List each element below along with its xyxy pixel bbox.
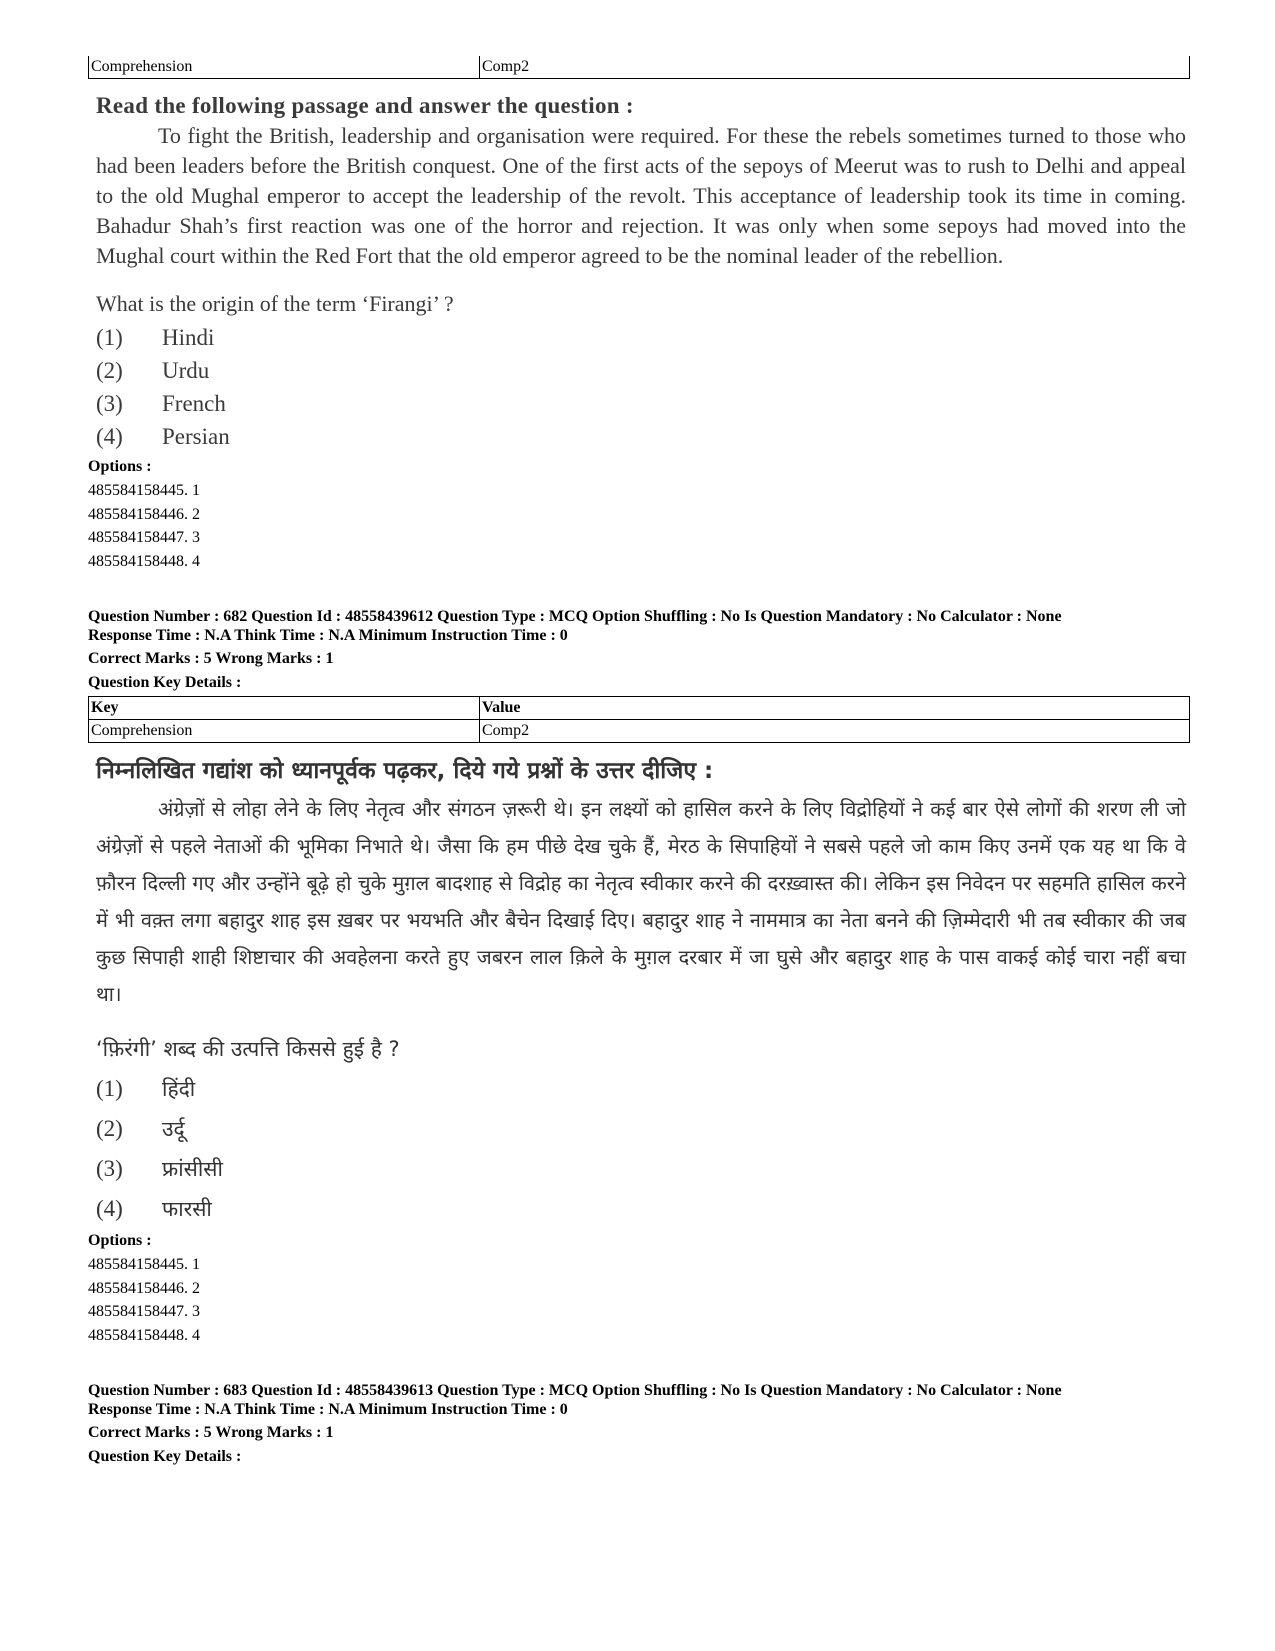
option-id-list [88, 479, 1190, 573]
value-cell: Comp2 [480, 720, 1190, 743]
question-683-meta [88, 1381, 1190, 1467]
key-details-label: Question Key Details : [88, 1448, 242, 1465]
option-number: (3) [96, 391, 123, 416]
option-id-list [88, 1253, 1190, 1347]
option-id-item: 485584158446. 2 [88, 1279, 200, 1297]
table-header-row [89, 697, 1190, 720]
option-text: Persian [162, 424, 230, 449]
hindi-passage-image [88, 753, 1190, 1229]
option-id-item: 485584158447. 3 [88, 1303, 200, 1320]
key-details-label: Question Key Details : [88, 674, 242, 691]
question-timing-line: Response Time : N.A Think Time : N.A Minimum Instruction Time : 0 [88, 1401, 568, 1418]
passage-heading: Read the following passage and answer the question : [96, 93, 634, 118]
options-block-1 [88, 455, 1190, 573]
option-number: (1) [96, 1076, 123, 1101]
question-text: ‘फ़िरंगी’ शब्द की उत्पत्ति किससे हुई है ? [96, 1037, 400, 1061]
question-header-line: Question Number : 682 Question Id : 48558439612 Question Type : MCQ Option Shuffling : No Is Question Mandatory : No Calculator : None [88, 608, 1062, 625]
key-cell: Comprehension [89, 720, 480, 743]
option-number: (3) [96, 1156, 123, 1181]
answer-option [96, 321, 1190, 354]
option-text: उर्दू [162, 1117, 185, 1141]
options-label: Options : [88, 1232, 152, 1249]
option-id-item: 485584158448. 4 [88, 1326, 200, 1344]
options-label: Options : [88, 458, 152, 475]
question-header-line: Question Number : 683 Question Id : 48558439613 Question Type : MCQ Option Shuffling : No Is Question Mandatory : No Calculator : None [88, 1382, 1062, 1399]
option-id-item: 485584158445. 1 [88, 1256, 200, 1273]
option-text: फ्रांसीसी [162, 1157, 223, 1181]
question-682-meta [88, 607, 1190, 693]
answer-option [96, 354, 1190, 387]
answer-option [96, 387, 1190, 420]
table-row [89, 56, 1190, 79]
option-number: (4) [96, 1196, 123, 1221]
option-number: (2) [96, 358, 123, 383]
option-id-item: 485584158447. 3 [88, 529, 200, 546]
comprehension-key-table [88, 696, 1190, 743]
answer-option [96, 1149, 1190, 1189]
marks-line: Correct Marks : 5 Wrong Marks : 1 [88, 1424, 334, 1441]
option-id-item: 485584158446. 2 [88, 505, 200, 523]
answer-options-list [96, 321, 1190, 453]
option-number: (4) [96, 424, 123, 449]
value-header: Value [480, 697, 1190, 720]
option-id-item: 485584158445. 1 [88, 482, 200, 499]
comprehension-key-table-top [88, 56, 1190, 79]
option-number: (2) [96, 1116, 123, 1141]
answer-option [96, 420, 1190, 453]
answer-option [96, 1189, 1190, 1229]
option-text: French [162, 391, 226, 416]
english-passage-image [88, 93, 1190, 453]
answer-options-list [96, 1069, 1190, 1229]
key-header: Key [89, 697, 480, 720]
question-text: What is the origin of the term ‘Firangi’ ? [96, 291, 454, 316]
answer-option [96, 1109, 1190, 1149]
option-text: Urdu [162, 358, 210, 383]
table-row [89, 720, 1190, 743]
marks-line: Correct Marks : 5 Wrong Marks : 1 [88, 650, 334, 667]
passage-body: अंग्रेज़ों से लोहा लेने के लिए नेतृत्व और संगठन ज़रूरी थे। इन लक्ष्यों को हासिल करने के लिए विद्रोहियों ने कई बार ऐसे लोगों की शरण ली जो अंग्रेज़ों से पहले नेताओं की भूमिका निभाते थे। जैसा कि हम पीछे देख चुके हैं, मेरठ के सिपाहियों ने सबसे पहले जो काम किए उनमें एक यह था कि वे फ़ौरन दिल्ली गए और उन्होंने बूढ़े हो चुके मुग़ल बादशाह से विद्रोह का नेतृत्व स्वीकार करने की दरख़्वास्त की। लेकिन इस निवेदन पर सहमति हासिल करने में भी वक़्त लगा बहादुर शाह इस ख़बर पर भयभति और बैचेन दिखाई दिए। बहादुर शाह ने नाममात्र का नेता बनने की ज़िम्मेदारी भी तब स्वीकार की जब कुछ सिपाही शाही शिष्टाचार की अवहेलना करते हुए जबरन लाल क़िले के मुग़ल दरबार में जा घुसे और बहादुर शाह के पास वाकई कोई चारा नहीं बचा था। [96, 797, 1186, 1006]
options-block-2 [88, 1229, 1190, 1347]
option-text: फारसी [162, 1197, 212, 1221]
passage-heading: निम्नलिखित गद्यांश को ध्यानपूर्वक पढ़कर, दिये गये प्रश्नों के उत्तर दीजिए : [96, 758, 714, 784]
question-timing-line: Response Time : N.A Think Time : N.A Minimum Instruction Time : 0 [88, 627, 568, 644]
option-text: हिंदी [162, 1077, 196, 1101]
document-page [88, 56, 1190, 1467]
key-cell: Comprehension [89, 56, 480, 79]
value-cell: Comp2 [480, 56, 1190, 79]
option-number: (1) [96, 325, 123, 350]
option-text: Hindi [162, 325, 215, 350]
passage-body: To fight the British, leadership and organisation were required. For these the rebels sometimes turned to those who had been leaders before the British conquest. One of the first acts of the sepoys of Meerut was to rush to Delhi and appeal to the old Mughal emperor to accept the leadership of the revolt. This acceptance of leadership took its time in coming. Bahadur Shah’s first reaction was one of the horror and rejection. It was only when some sepoys had moved into the Mughal court within the Red Fort that the old emperor agreed to be the nominal leader of the rebellion. [96, 123, 1186, 268]
answer-option [96, 1069, 1190, 1109]
option-id-item: 485584158448. 4 [88, 552, 200, 570]
